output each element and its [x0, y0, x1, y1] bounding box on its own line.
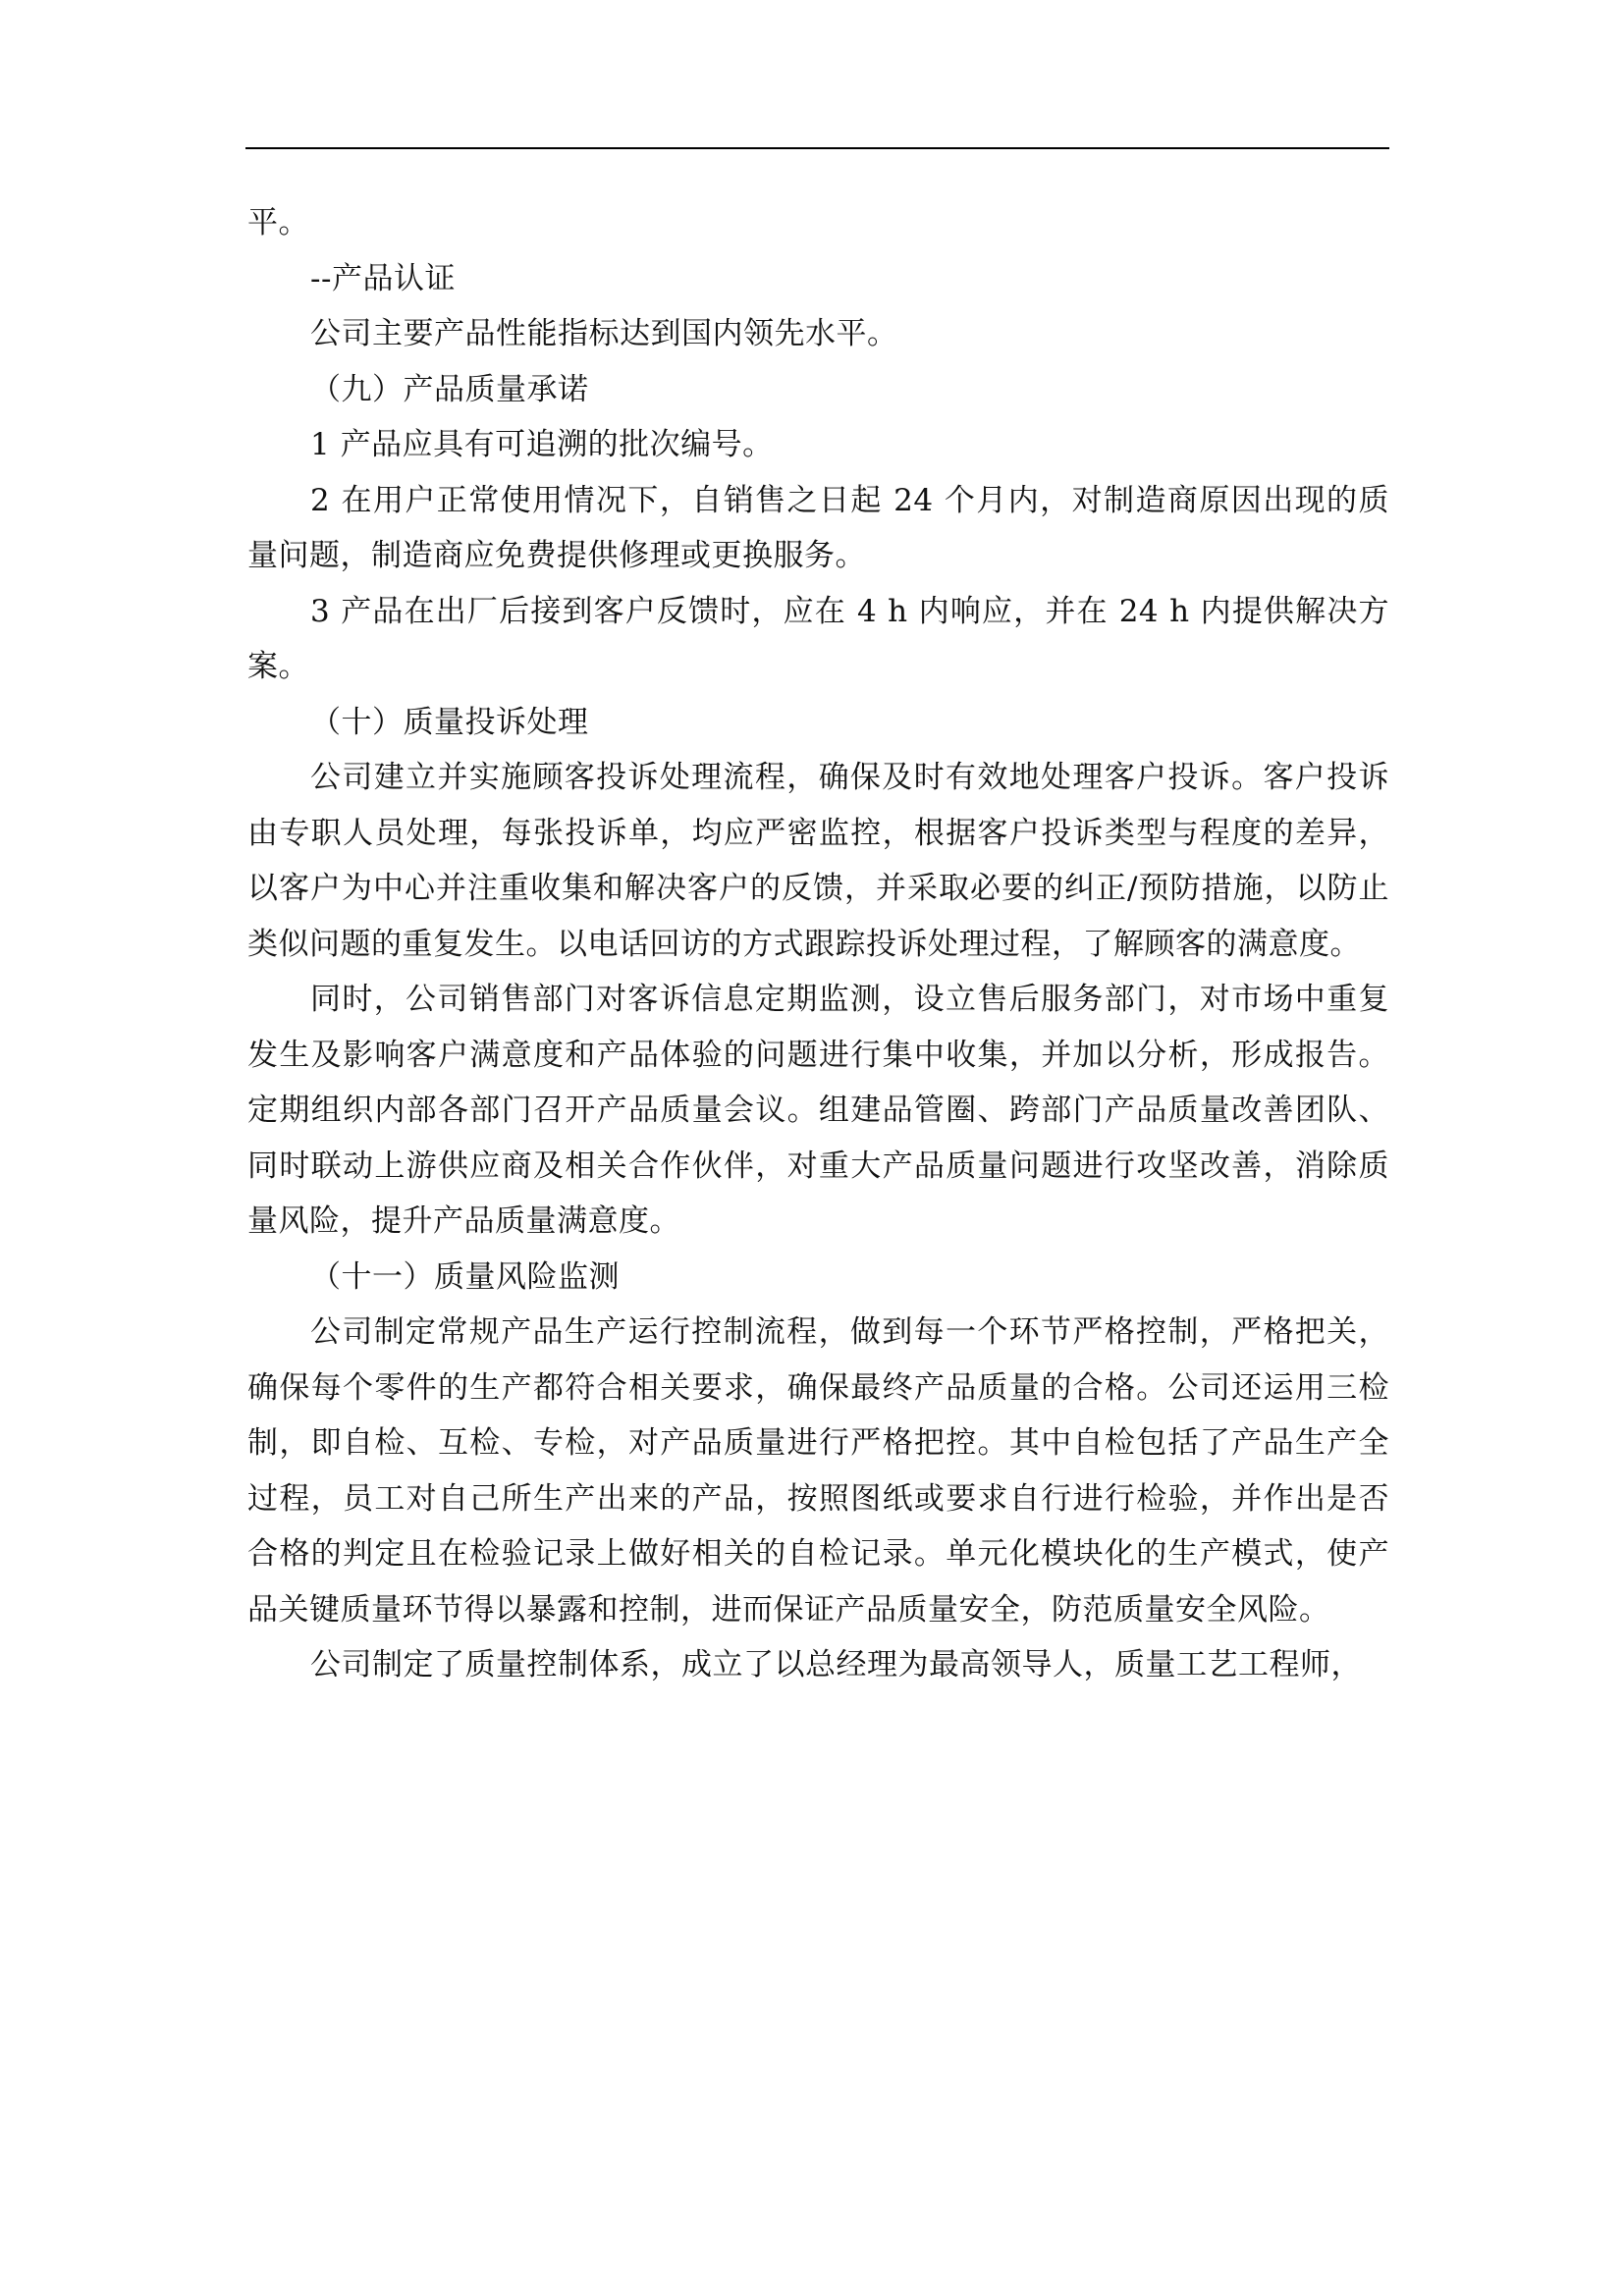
section-heading: （九）产品质量承诺: [310, 371, 589, 407]
paragraph: 公司建立并实施顾客投诉处理流程，确保及时有效地处理客户投诉。客户投诉由专职人员处理，每张投诉单，均应严密监控，根据客户投诉类型与程度的差异，以客户为中心并注重收集和解决客户的反馈，并采取必要的纠正/预防措施，以防止类似问题的重复发生。以电话回访的方式跟踪投诉处理过程，了解顾客的满意度。: [247, 760, 1389, 962]
section-heading: （十一）质量风险监测: [310, 1258, 620, 1295]
paragraph: 公司制定了质量控制体系，成立了以总经理为最高领导人，质量工艺工程师，: [310, 1647, 1362, 1682]
paragraph: 1 产品应具有可追溯的批次编号。: [310, 427, 774, 462]
section-heading: （十）质量投诉处理: [310, 704, 589, 740]
header-rule: [245, 147, 1389, 149]
paragraph: 公司主要产品性能指标达到国内领先水平。: [310, 316, 898, 351]
paragraph: 2 在用户正常使用情况下，自销售之日起 24 个月内，对制造商原因出现的质量问题，制造商应免费提供修理或更换服务。: [247, 482, 1389, 573]
paragraph: --产品认证: [310, 260, 456, 296]
paragraph: 公司制定常规产品生产运行控制流程，做到每一个环节严格控制，严格把关，确保每个零件的生产都符合相关要求，确保最终产品质量的合格。公司还运用三检制，即自检、互检、专检，对产品质量进行严格把控。其中自检包括了产品生产全过程，员工对自己所生产出来的产品，按照图纸或要求自行进行检验，并作出是否合格的判定且在检验记录上做好相关的自检记录。单元化模块化的生产模式，使产品关键质量环节得以暴露和控制，进而保证产品质量安全，防范质量安全风险。: [247, 1314, 1389, 1628]
paragraph: 平。: [247, 205, 309, 240]
paragraph: 3 产品在出厂后接到客户反馈时，应在 4 h 内响应，并在 24 h 内提供解决方案。: [247, 593, 1389, 684]
document-body: [247, 195, 1389, 1693]
paragraph: 同时，公司销售部门对客诉信息定期监测，设立售后服务部门，对市场中重复发生及影响客户满意度和产品体验的问题进行集中收集，并加以分析，形成报告。定期组织内部各部门召开产品质量会议。组建品管圈、跨部门产品质量改善团队、同时联动上游供应商及相关合作伙伴，对重大产品质量问题进行攻坚改善，消除质量风险，提升产品质量满意度。: [247, 982, 1389, 1239]
